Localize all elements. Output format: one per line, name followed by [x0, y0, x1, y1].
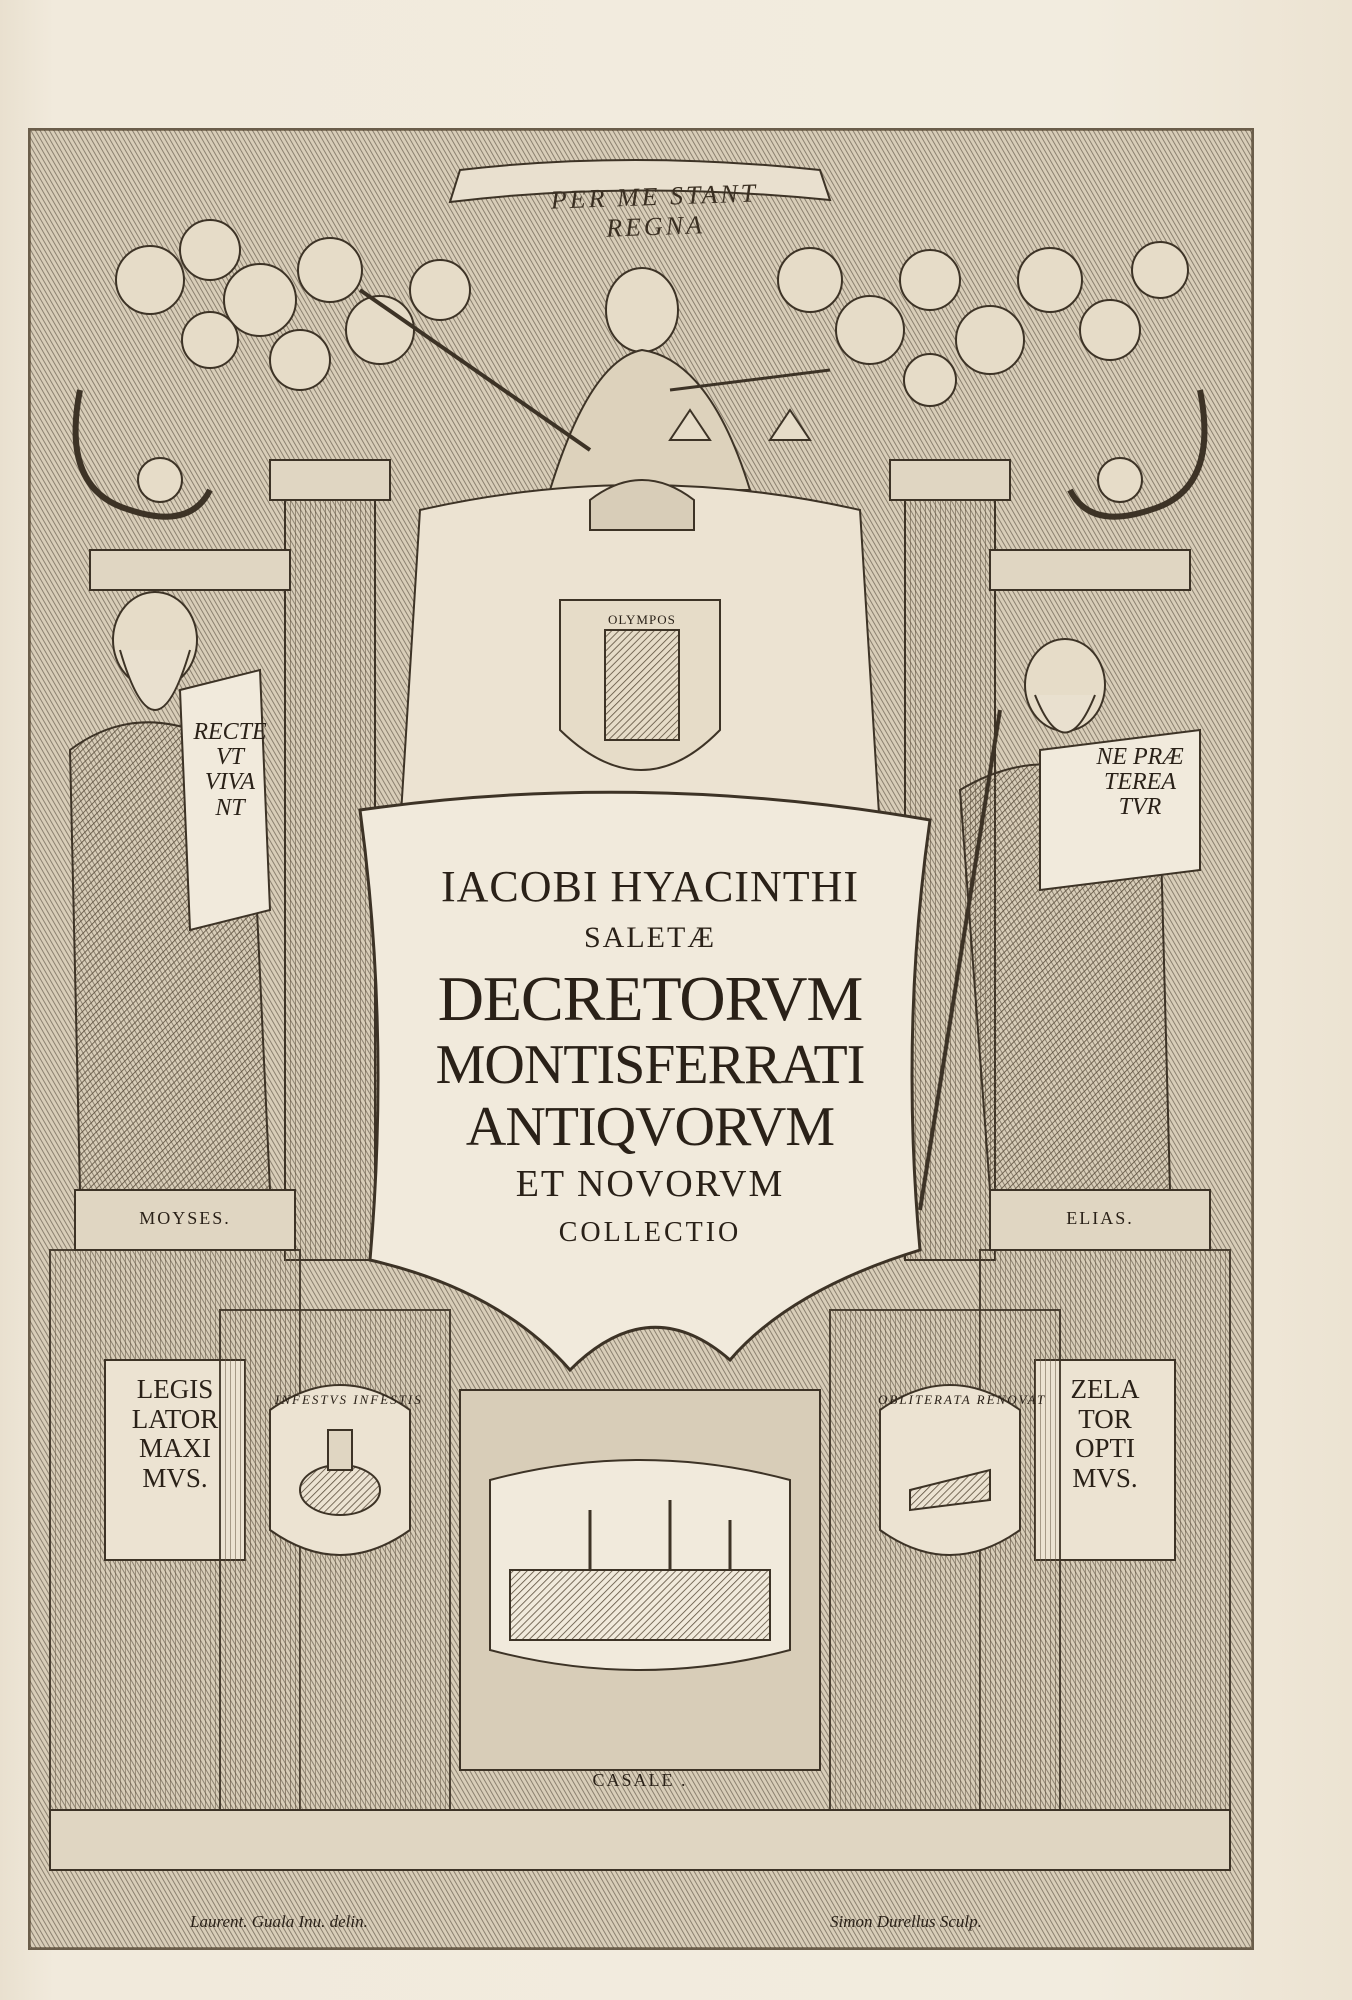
- inscription-line: OPTI: [1075, 1433, 1135, 1464]
- inscription-line: MAXI: [139, 1433, 211, 1464]
- elias-pedestal-inscription: [1035, 1375, 1175, 1494]
- arms-motto: OLYMPOS: [608, 612, 676, 627]
- engraver-credit: Simon Durellus Sculp.: [830, 1912, 982, 1931]
- inscription-line: LATOR: [131, 1403, 219, 1434]
- moses-name-label: MOYSES.: [139, 1208, 231, 1228]
- book-line: NE PRÆ: [1096, 744, 1184, 770]
- title-line-decretorum: DECRETORVM: [437, 963, 863, 1034]
- city-label: CASALE .: [592, 1770, 688, 1790]
- author-name: IACOBI HYACINTHI: [440, 862, 860, 911]
- casale-city-view: [490, 1460, 790, 1670]
- drapery-coat-of-arms: [400, 480, 880, 845]
- inscription-line: MVS.: [1072, 1463, 1138, 1494]
- designer-credit: Laurent. Guala Inu. delin.: [190, 1912, 368, 1931]
- inscription-line: LEGIS: [136, 1374, 214, 1404]
- moses-pedestal-inscription: [105, 1375, 245, 1494]
- right-emblem-motto: OBLITERATA RENOVAT: [878, 1392, 1047, 1407]
- left-emblem-motto: INFESTVS INFESTIS: [275, 1392, 423, 1407]
- title-line-collectio: COLLECTIO: [558, 1217, 742, 1248]
- moses-tablet-text: [190, 720, 270, 821]
- title-line-montisferrati: MONTISFERRATI: [435, 1034, 865, 1096]
- elias-name-label: ELIAS.: [1066, 1208, 1134, 1228]
- tablet-line: NT: [215, 794, 245, 821]
- tablet-line: RECTE: [193, 719, 267, 745]
- elias-book-text: [1090, 745, 1190, 821]
- book-line: TVR: [1118, 794, 1162, 821]
- tablet-line: VT: [215, 744, 244, 771]
- tablet-line: VIVA: [204, 769, 256, 796]
- title-line-et-novorum: ET NOVORVM: [515, 1163, 785, 1205]
- hand-emblem: [880, 1385, 1020, 1555]
- book-line: TEREA: [1104, 769, 1176, 796]
- author-surname: SALETÆ: [584, 921, 716, 954]
- inscription-line: MVS.: [142, 1463, 208, 1494]
- engraved-plate: [28, 128, 1254, 1950]
- inscription-line: TOR: [1078, 1403, 1132, 1434]
- ribbon-motto: PER ME STANT REGNA: [550, 178, 759, 243]
- title-line-antiquorum: ANTIQVORVM: [465, 1096, 835, 1158]
- title-block: [380, 862, 920, 1248]
- elephant-emblem: [270, 1385, 410, 1555]
- inscription-line: ZELA: [1070, 1374, 1140, 1404]
